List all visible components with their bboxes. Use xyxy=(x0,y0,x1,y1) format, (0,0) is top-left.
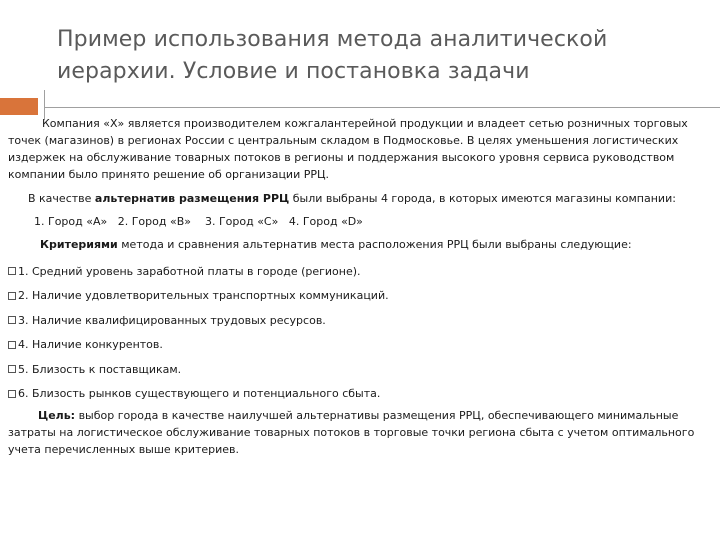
criteria-list xyxy=(8,259,708,406)
criterion-text: 3. Наличие квалифицированных трудовых ресурсов. xyxy=(18,313,326,327)
alternatives-suffix: были выбраны 4 города, в которых имеются магазины компании: xyxy=(289,192,676,205)
list-item xyxy=(8,308,708,333)
slide-title-line-1: Пример использования метода аналитической xyxy=(57,27,608,52)
horizontal-rule xyxy=(44,107,720,108)
square-bullet-icon xyxy=(8,292,16,300)
goal-bold: Цель: xyxy=(38,409,76,422)
square-bullet-icon xyxy=(8,365,16,373)
criterion-text: 4. Наличие конкурентов. xyxy=(18,338,163,352)
criterion-text: 5. Близость к поставщикам. xyxy=(18,362,182,376)
list-item xyxy=(8,259,708,284)
square-bullet-icon xyxy=(8,316,16,324)
criterion-text: 1. Средний уровень заработной платы в городе (регионе). xyxy=(18,264,361,278)
list-item xyxy=(8,357,708,382)
square-bullet-icon xyxy=(8,390,16,398)
intro-paragraph: Компания «Х» является производителем кожгалантерейной продукции и владеет сетью розничных торговых точек (магазинов) в регионах России с центральным складом в Подмосковье. В целях уменьшения логистических издержек на обслуживание товарных потоков в регионы и поддержания высокого уровня сервиса руководством компании было принято решение об организации РРЦ. xyxy=(8,117,688,181)
criterion-text: 6. Близость рынков существующего и потенциального сбыта. xyxy=(18,387,381,401)
alternatives-bold: альтернатив размещения РРЦ xyxy=(94,192,290,205)
goal-paragraph xyxy=(8,407,708,458)
square-bullet-icon xyxy=(8,267,16,275)
alternatives-paragraph xyxy=(8,190,708,207)
cities-list: 1. Город «А» 2. Город «В» 3. Город «С» 4. Город «D» xyxy=(34,215,363,228)
criteria-suffix: метода и сравнения альтернатив места расположения РРЦ были выбраны следующие: xyxy=(117,238,632,251)
slide-body xyxy=(8,115,708,458)
list-item xyxy=(8,333,708,358)
criteria-bold: Критериями xyxy=(40,238,118,251)
criterion-text: 2. Наличие удовлетворительных транспортных коммуникаций. xyxy=(18,289,389,303)
slide-title-line-2: иерархии. Условие и постановка задачи xyxy=(57,59,530,84)
square-bullet-icon xyxy=(8,341,16,349)
accent-block xyxy=(0,98,38,115)
slide-title xyxy=(57,24,697,88)
goal-suffix: выбор города в качестве наилучшей альтернативы размещения РРЦ, обеспечивающего минимальные затраты на логистическое обслуживание товарных потоков в торговые точки региона сбыта с учетом оптимального учета перечисленных выше критериев. xyxy=(8,409,695,456)
criteria-intro xyxy=(8,236,708,253)
list-item xyxy=(8,382,708,407)
alternatives-prefix: В качестве xyxy=(28,192,95,205)
list-item xyxy=(8,284,708,309)
